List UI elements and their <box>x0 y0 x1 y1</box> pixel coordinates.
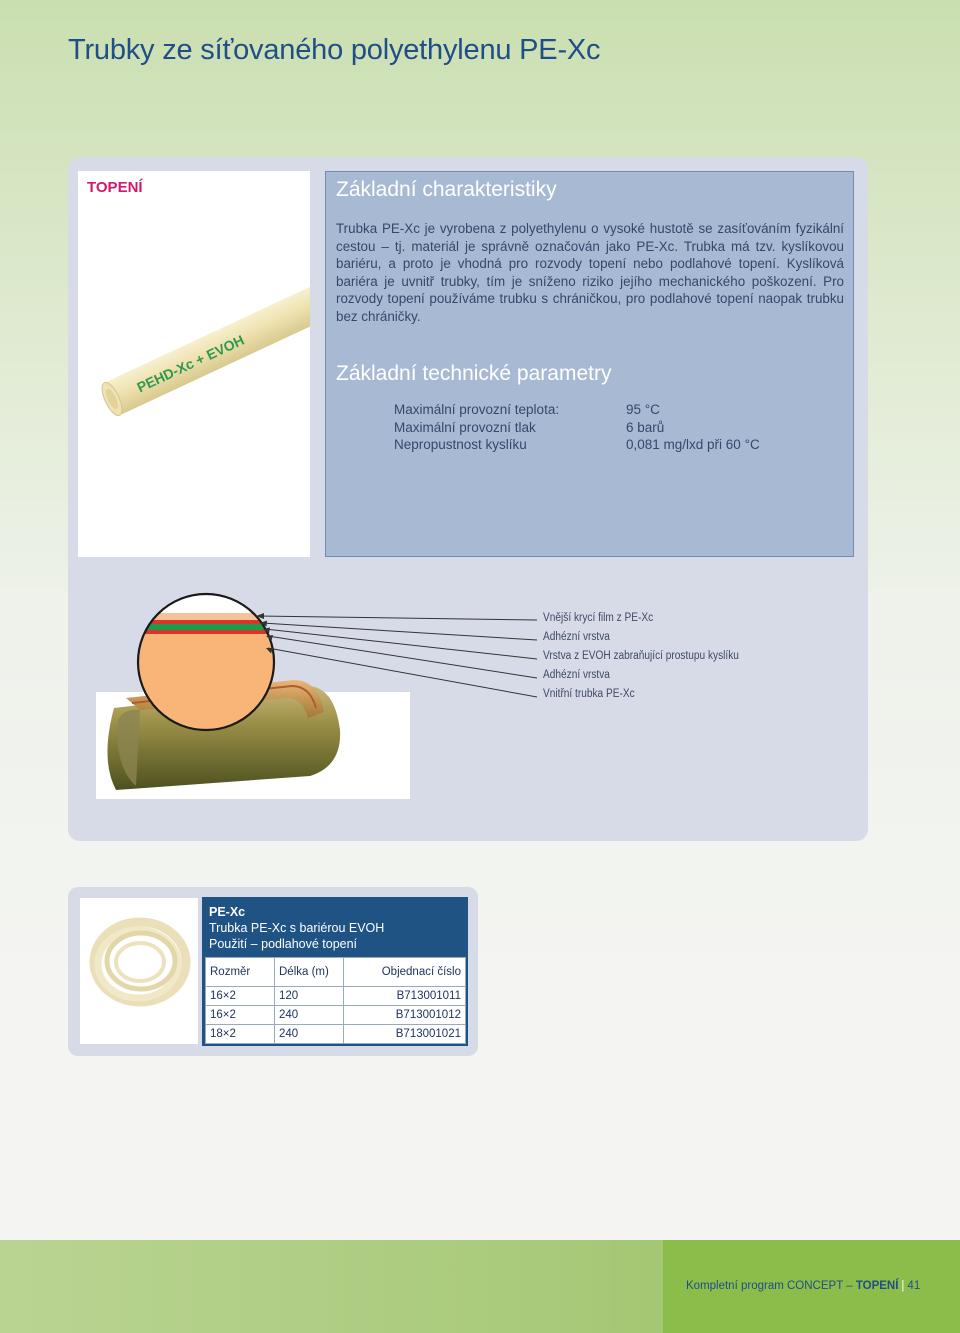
param-label: Maximální provozní teplota: <box>394 402 560 417</box>
product-header <box>209 904 384 952</box>
product-name: Trubka PE-Xc s bariérou EVOH <box>209 921 385 935</box>
param-value: 6 barů <box>626 419 665 435</box>
pipe-print-text: PEHD-Xc + EVOH <box>134 331 247 396</box>
layer-label-outer-film: Vnější krycí film z PE-Xc <box>543 612 654 624</box>
column-header-size: Rozměr <box>206 958 275 987</box>
page-title: Trubky ze síťovaného polyethylenu PE-Xc <box>68 34 601 66</box>
table-row <box>206 1025 466 1044</box>
layer-label-inner-pipe: Vnitřní trubka PE-Xc <box>543 688 635 700</box>
param-label: Maximální provozní tlak <box>394 419 536 435</box>
section-tag: TOPENÍ <box>87 179 143 196</box>
param-value: 95 °C <box>626 402 660 417</box>
cell-size: 18×2 <box>206 1025 275 1044</box>
product-spec-table <box>205 957 466 1044</box>
footer-prefix: Kompletní program CONCEPT – <box>686 1280 853 1292</box>
cell-size: 16×2 <box>206 1006 275 1025</box>
coil-icon <box>80 898 198 1044</box>
characteristics-heading: Základní charakteristiky <box>336 178 557 201</box>
column-header-order-number: Objednací číslo <box>344 958 466 987</box>
page-number: 41 <box>907 1280 921 1292</box>
cell-order-number: B713001021 <box>344 1025 466 1044</box>
product-info-box <box>202 897 468 1046</box>
layer-label-adhesive: Adhézní vrstva <box>543 669 610 681</box>
cell-order-number: B713001012 <box>344 1006 466 1025</box>
product-code: PE-Xc <box>209 905 246 919</box>
table-row <box>206 987 466 1006</box>
layer-label-evoh: Vrstva z EVOH zabraňující prostupu kyslíku <box>543 650 739 662</box>
param-value: 0,081 mg/lxd při 60 °C <box>626 437 760 453</box>
layer-label-adhesive: Adhézní vrstva <box>543 631 610 643</box>
table-header-row <box>206 958 466 987</box>
footer-section: TOPENÍ <box>855 1280 899 1292</box>
param-label: Nepropustnost kyslíku <box>394 437 527 453</box>
cell-length: 240 <box>275 1006 344 1025</box>
product-usage: Použití – podlahové topení <box>209 937 358 951</box>
cell-size: 16×2 <box>206 987 275 1006</box>
characteristics-text: Trubka PE-Xc je vyrobena z polyethylenu o vysoké hustotě se zasíťováním fyzikální cestou – tj. materiál je správně označován jako PE-Xc. Trubka má tzv. kyslíkovou bariéru, a proto je vhodná pro rozvody topení nebo podlahové topení. Kyslíková bariéra je uvnitř trubky, tím je sníženo riziko jejího mechanického poškození. Pro rozvody topení používáme trubku s chráničkou, pro podlahové topení naopak trubku bez chráničky. <box>336 221 844 324</box>
footer-separator: | <box>901 1280 905 1292</box>
pipe-coil-photo <box>80 898 198 1044</box>
table-row <box>206 1006 466 1025</box>
cell-length: 120 <box>275 987 344 1006</box>
cell-length: 240 <box>275 1025 344 1044</box>
column-header-length: Délka (m) <box>275 958 344 987</box>
parameters-heading: Základní technické parametry <box>336 362 612 385</box>
footer-text <box>686 1280 920 1292</box>
cell-order-number: B713001011 <box>344 987 466 1006</box>
